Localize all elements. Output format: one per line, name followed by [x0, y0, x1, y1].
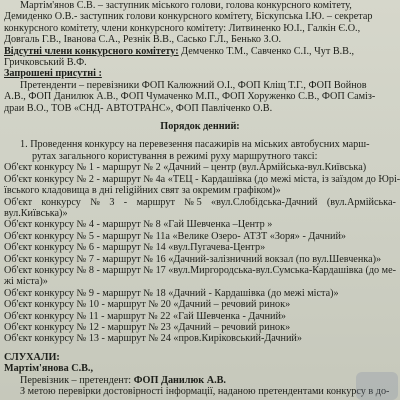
text-line: З метою перевірки достовірності інформації, наданою претендентами конкурсу в до-: [20, 386, 390, 397]
agenda-item-1: 1. Проведення конкурсу на перевезення пасажирів на міських автобусних марш-: [20, 139, 370, 151]
word: -: [123, 196, 128, 208]
object-line-3: [4, 197, 396, 208]
object-line-1: Об'єкт конкурсу № 1 - маршрут № 2 «Дачний – центр (вул.Армійська-вул.Київська): [4, 162, 367, 174]
carrier-name: ФОП Данилюк А.В.: [133, 374, 226, 386]
object-line-2: Об'єкт конкурсу № 2 - маршрут № 4а «ТЕЦ - Кардашівка (до межі міста, із заїздом до Юрі-: [4, 173, 400, 185]
object-line-9: Об'єкт конкурсу № 9 - маршрут № 18 «Дачний - Кардашівка (до межі міста)»: [4, 287, 339, 299]
text-line: Гричковський В.Ф.: [4, 57, 87, 69]
text-line: Мартім'янов С.В. – заступник міського голови, голова конкурсного комітету,: [20, 0, 352, 11]
word: Об'єкт: [4, 196, 33, 208]
word: «вул.Слобідська-Дачний: [211, 196, 318, 208]
absent-members-line: [4, 46, 396, 57]
word: конкурсу: [41, 196, 81, 208]
text-line: драи В.О., ТОВ «СНД- АВТОТРАНС», ФОП Павліченко О.В.: [4, 102, 273, 114]
object-line-6: Об'єкт конкурсу № 6 - маршрут № 14 «вул.Пугачева-Центр»: [4, 242, 266, 254]
heard-name: Мартім'янова С.В.,: [4, 363, 94, 375]
object-line-8-cont: жі міста)»: [4, 276, 48, 288]
text-line: Претенденти – перевізники ФОП Калюжний О.І., ФОП Кліщ Т.Г., ФОП Войнов: [20, 79, 367, 91]
object-line-10: Об'єкт конкурсу № 10 - маршрут № 20 «Дачний – речовий ринок»: [4, 299, 291, 311]
object-line-13: Об'єкт конкурсу № 13 - маршрут № 24 «пров.Кирiковський-Дачний»: [4, 333, 302, 345]
object-line-8: Об'єкт конкурсу № 8 - маршрут № 17 «вул.Миргородська-вул.Сумська-Кардашівка (до ме-: [4, 264, 397, 276]
word: 3: [109, 196, 115, 208]
object-line-7: Об'єкт конкурсу № 7 - маршрут № 16 «Дачний-залізничний вокзал (по вул.Шевченка)»: [4, 253, 382, 265]
object-line-5: Об'єкт конкурсу № 5 - маршрут № 11а «Велике Озеро- АТЗТ «Зоря» - Дачний»: [4, 230, 347, 242]
carrier-prefix: Перевізник – претендент:: [20, 374, 134, 386]
text-line: конкурсного комітету, члени конкурсного комітету: Литвиненко Ю.І., Галкін Є.О.,: [4, 22, 361, 34]
absent-names: Демченко Т.М., Савченко С.І., Чут В.В.,: [178, 45, 355, 57]
word: (вул.Армійська-: [326, 196, 396, 208]
agenda-title: Порядок денний:: [160, 121, 240, 133]
text-line: А.В., ФОП Данилюк А.В., ФОП Чумаченко М.П., ФОП Хоруженко С.В., ФОП Саміз-: [4, 91, 376, 103]
stamp-mark: [356, 372, 398, 400]
agenda-item-1-cont: рутах загального користування в режимі руху маршрутного таксі:: [32, 150, 318, 162]
object-line-4: Об'єкт конкурсу № 4 - маршрут № 8 «Гай Шевченка –Центр »: [4, 219, 273, 231]
text-line: Демиденко О.В.- заступник голови конкурсного комітету, Біскупська І.Ю. – секретар: [4, 11, 373, 23]
object-line-3-cont: вул.Київська)»: [4, 207, 68, 219]
document-body: [4, 0, 400, 397]
heard-label: СЛУХАЛИ:: [4, 351, 60, 363]
word: № 5: [184, 196, 202, 208]
carrier-line: [4, 375, 396, 386]
invited-label: Запрошені присутні :: [4, 68, 102, 80]
absent-label: Відсутні члени конкурсного комітету:: [4, 45, 179, 57]
object-line-12: Об'єкт конкурсу № 12 - маршрут № 23 «Дачний – речовий ринок»: [4, 321, 291, 333]
object-line-2-cont: ївського кладовища в дні religійних свят за окремим графіком)»: [4, 185, 281, 197]
word: маршрут: [136, 196, 175, 208]
text-line: Довгаль Г.В., Іванова С.А., Резнік В.В., Сасько Г.Л., Бенько З.О.: [4, 34, 282, 46]
word: №: [90, 196, 100, 208]
object-line-11: Об'єкт конкурсу № 11 - маршрут № 22 «Гай Шевченка - Дачний»: [4, 310, 287, 322]
